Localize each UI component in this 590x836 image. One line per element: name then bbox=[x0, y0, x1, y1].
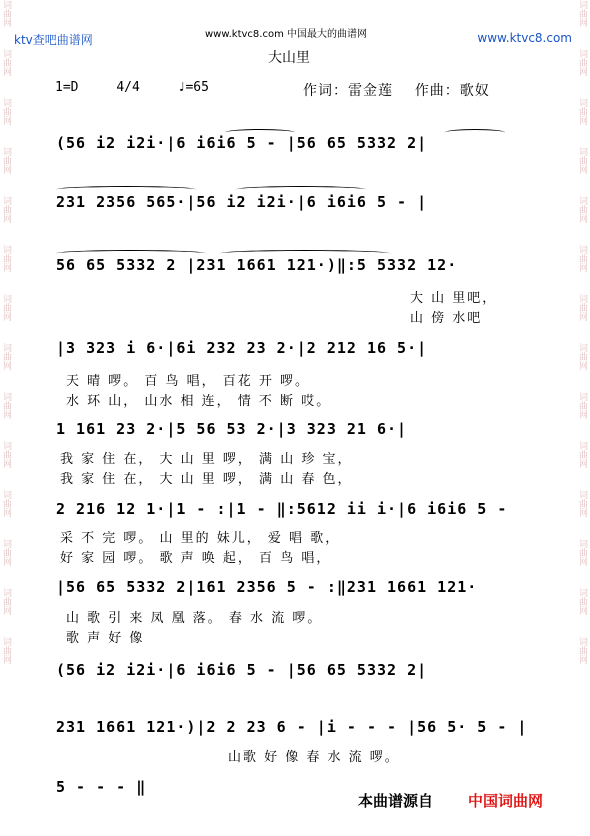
footer-source-text: 本曲谱源自 bbox=[358, 792, 434, 810]
watermark-glyph: 词曲网 bbox=[577, 441, 587, 468]
slur-mark bbox=[236, 186, 366, 193]
score-line-10: 5 - - - ‖ bbox=[56, 778, 147, 796]
lyric-line-7b: 歌 声 好 像 bbox=[66, 631, 145, 646]
slur-mark bbox=[225, 129, 295, 136]
watermark-glyph: 词曲网 bbox=[1, 245, 11, 272]
watermark-glyph: 词曲网 bbox=[1, 98, 11, 125]
watermark-glyph: 词曲网 bbox=[577, 98, 587, 125]
score-line-8: (56 i2 i2i·|6 i6i6 5 - |56 65 5332 2| bbox=[56, 661, 428, 679]
left-watermark-strip bbox=[0, 0, 14, 836]
composer: 作曲：歌奴 bbox=[414, 83, 490, 99]
watermark-glyph: 词曲网 bbox=[577, 490, 587, 517]
watermark-glyph: 词曲网 bbox=[1, 637, 11, 664]
watermark-glyph: 词曲网 bbox=[1, 196, 11, 223]
lyric-line-6b: 好 家 园 啰。 歌 声 唤 起， 百 鸟 唱， bbox=[60, 551, 332, 566]
slur-mark bbox=[56, 186, 196, 193]
song-meta bbox=[55, 80, 239, 95]
watermark-glyph: 词曲网 bbox=[1, 49, 11, 76]
lyric-line-3b: 山 傍 水吧 bbox=[410, 311, 483, 326]
watermark-glyph: 词曲网 bbox=[1, 392, 11, 419]
time-signature: 4/4 bbox=[116, 80, 140, 95]
score-line-3: 56 65 5332 2 |231 1661 121·)‖:5 5332 12· bbox=[56, 256, 458, 274]
score-line-1: (56 i2 i2i·|6 i6i6 5 - |56 65 5332 2| bbox=[56, 134, 428, 152]
watermark-glyph: 词曲网 bbox=[577, 392, 587, 419]
watermark-glyph: 词曲网 bbox=[1, 441, 11, 468]
lyric-line-3a: 大 山 里吧， bbox=[410, 291, 498, 306]
footer-site-name[interactable]: 中国词曲网 bbox=[468, 792, 544, 810]
watermark-glyph: 词曲网 bbox=[1, 294, 11, 321]
score-line-9: 231 1661 121·)|2 2 23 6 - |i - - - |56 5· 5 - | bbox=[56, 718, 528, 736]
watermark-glyph: 词曲网 bbox=[577, 588, 587, 615]
score-line-2: 231 2356 565·|56 i2 i2i·|6 i6i6 5 - | bbox=[56, 193, 428, 211]
lyric-line-4a: 天 晴 啰。 百 鸟 唱， 百花 开 啰。 bbox=[66, 374, 311, 389]
watermark-glyph: 词曲网 bbox=[577, 343, 587, 370]
slur-mark bbox=[445, 129, 505, 136]
slur-mark bbox=[220, 250, 390, 257]
site-watermark-left: ktv查吧曲谱网 bbox=[14, 33, 93, 47]
watermark-glyph: 词曲网 bbox=[1, 588, 11, 615]
site-watermark-right: www.ktvc8.com bbox=[477, 31, 572, 45]
lyric-line-7a: 山 歌 引 来 凤 凰 落。 春 水 流 啰。 bbox=[66, 611, 323, 626]
lyric-line-9a: 山歌 好 像 春 水 流 啰。 bbox=[228, 750, 400, 765]
song-title: 大山里 bbox=[268, 50, 310, 66]
song-credits bbox=[303, 80, 490, 100]
score-line-5: 1 161 23 2·|5 56 53 2·|3 323 21 6·| bbox=[56, 420, 408, 438]
watermark-glyph: 词曲网 bbox=[577, 49, 587, 76]
watermark-glyph: 词曲网 bbox=[1, 490, 11, 517]
score-line-7: |56 65 5332 2|161 2356 5 - :‖231 1661 121· bbox=[56, 578, 478, 596]
score-line-4: |3 323 i 6·|6i 232 23 2·|2 212 16 5·| bbox=[56, 339, 428, 357]
right-watermark-strip bbox=[576, 0, 590, 836]
tempo-marking: ♩=65 bbox=[177, 80, 209, 95]
watermark-glyph: 词曲网 bbox=[577, 245, 587, 272]
watermark-glyph: 词曲网 bbox=[1, 147, 11, 174]
watermark-glyph: 词曲网 bbox=[1, 343, 11, 370]
watermark-glyph: 词曲网 bbox=[577, 196, 587, 223]
watermark-glyph: 词曲网 bbox=[577, 147, 587, 174]
watermark-glyph: 词曲网 bbox=[577, 539, 587, 566]
watermark-glyph: 词曲网 bbox=[1, 539, 11, 566]
slur-mark bbox=[56, 250, 206, 257]
lyricist: 作词：雷金莲 bbox=[303, 83, 393, 99]
score-line-6: 2 216 12 1·|1 - :|1 - ‖:5612 ii i·|6 i6i6 5 - bbox=[56, 500, 508, 518]
lyric-line-4b: 水 环 山， 山水 相 连， 情 不 断 哎。 bbox=[66, 394, 332, 409]
lyric-line-5a: 我 家 住 在， 大 山 里 啰， 满 山 珍 宝， bbox=[60, 452, 353, 467]
watermark-glyph: 词曲网 bbox=[577, 637, 587, 664]
key-signature: 1=D bbox=[55, 80, 79, 95]
watermark-glyph: 词曲网 bbox=[1, 0, 11, 27]
lyric-line-6a: 采 不 完 啰。 山 里的 妹儿， 爱 唱 歌， bbox=[60, 531, 341, 546]
watermark-glyph: 词曲网 bbox=[577, 0, 587, 27]
lyric-line-5b: 我 家 住 在， 大 山 里 啰， 满 山 春 色， bbox=[60, 472, 353, 487]
top-banner: www.ktvc8.com 中国最大的曲谱网 bbox=[205, 29, 368, 40]
watermark-glyph: 词曲网 bbox=[577, 294, 587, 321]
